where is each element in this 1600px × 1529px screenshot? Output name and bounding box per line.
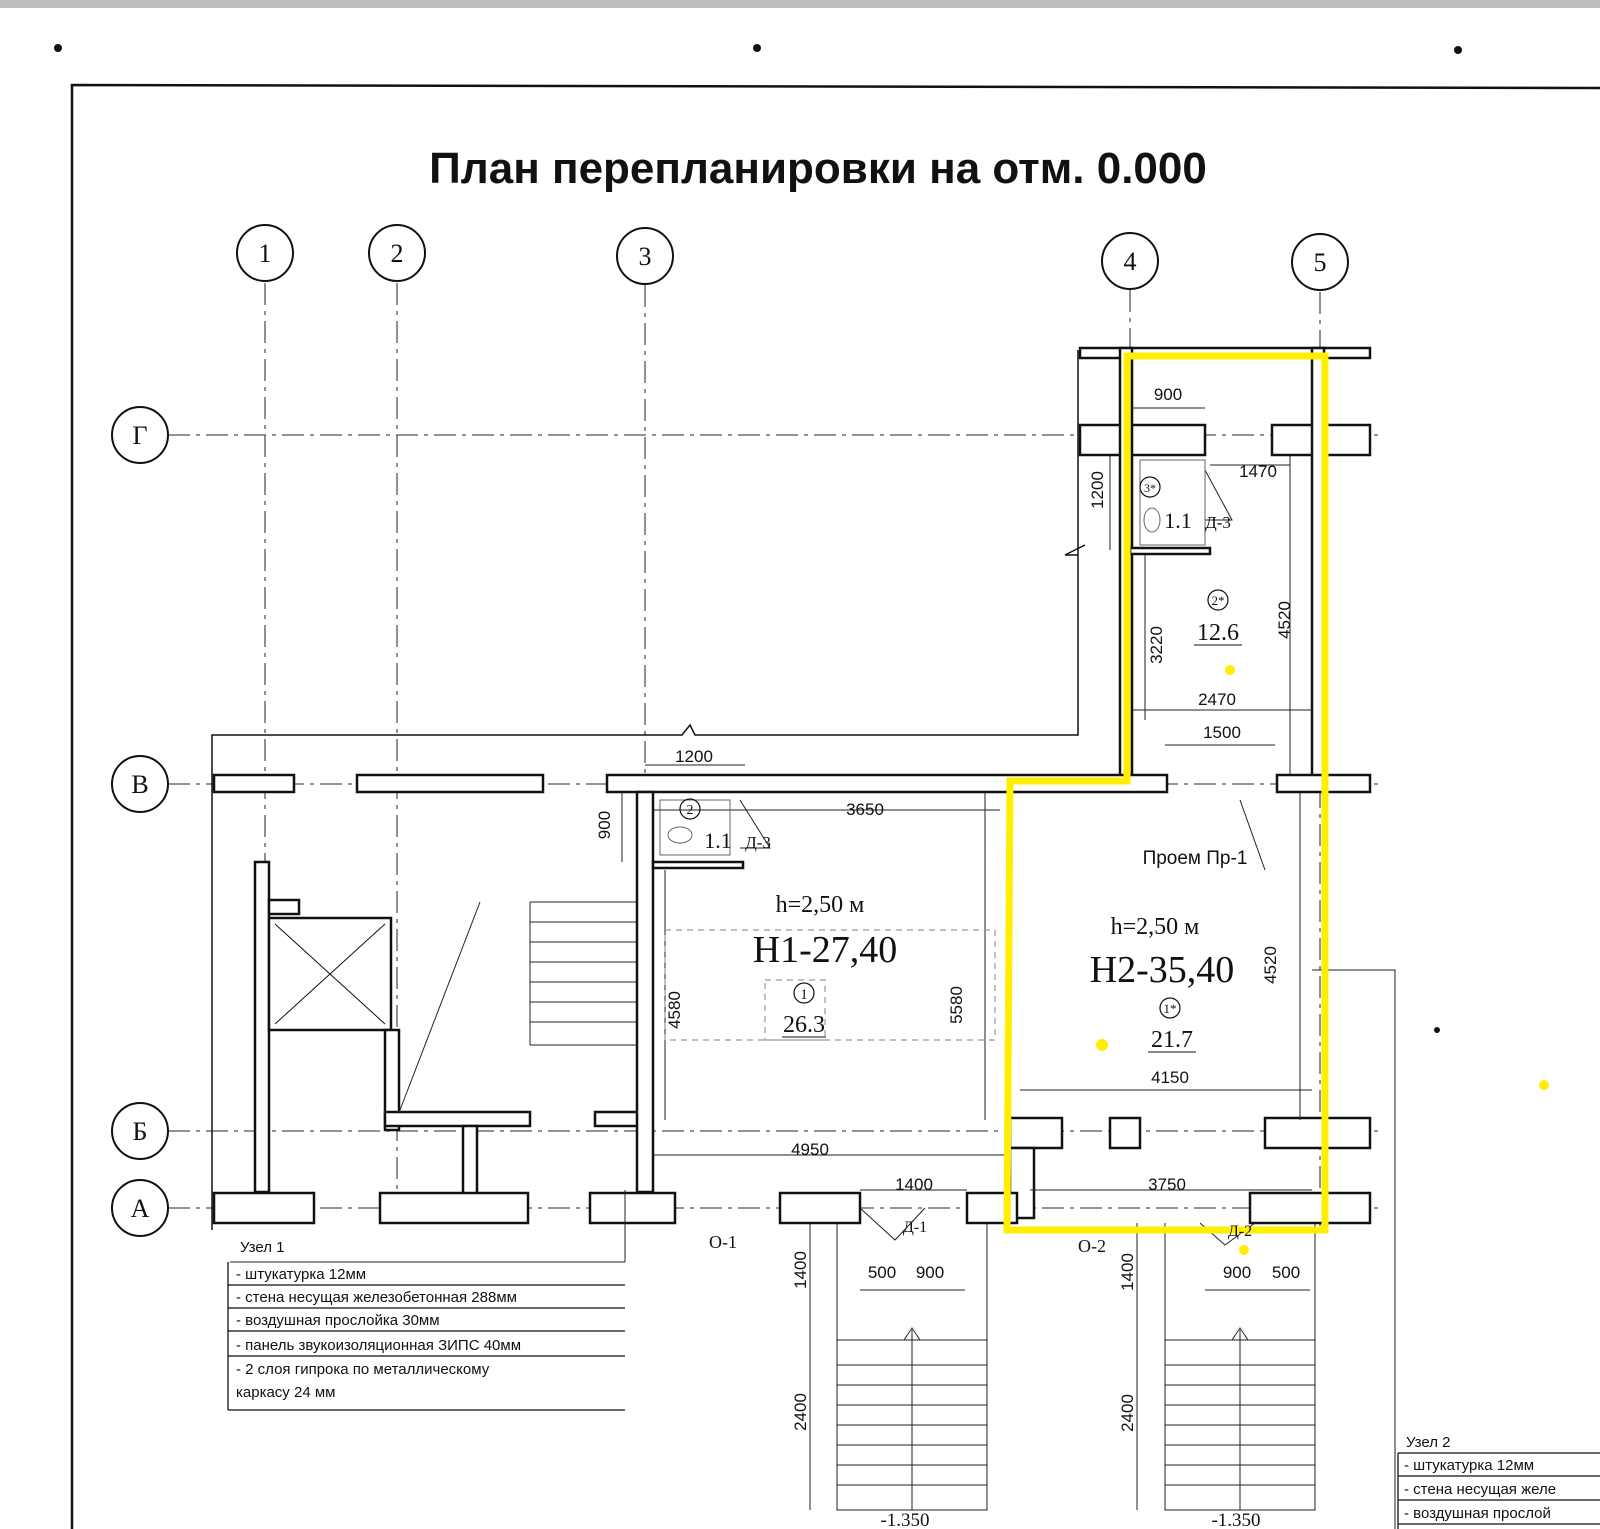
highlight-dot [1239, 1245, 1249, 1255]
axis-bubble-G [112, 407, 168, 463]
axis-bubble-4 [1102, 233, 1158, 289]
node2-row: - стена несущая желе [1404, 1481, 1557, 1498]
svg-text:1200: 1200 [1088, 471, 1107, 509]
svg-text:2: 2 [390, 239, 404, 268]
svg-text:1400: 1400 [1118, 1253, 1137, 1291]
svg-text:2470: 2470 [1198, 690, 1236, 709]
axis-bubble-3 [617, 228, 673, 284]
axis-bubble-1 [237, 225, 293, 281]
svg-text:4520: 4520 [1261, 946, 1280, 984]
walls [214, 348, 1370, 1223]
svg-text:H2-35,40: H2-35,40 [1089, 949, 1235, 991]
svg-text:12.6: 12.6 [1197, 620, 1239, 646]
plan-title: План перепланировки на отм. 0.000 [429, 144, 1207, 193]
svg-text:А: А [130, 1194, 150, 1223]
punch-mark [54, 44, 62, 52]
node1-row: - штукатурка 12мм [236, 1266, 367, 1283]
window-label-o1: О-1 [709, 1232, 737, 1252]
svg-text:1: 1 [258, 239, 272, 268]
dimension-texts [595, 385, 1300, 1432]
svg-text:Д-3: Д-3 [745, 833, 771, 852]
node1-row: каркасу 24 мм [236, 1384, 336, 1401]
highlight-dot [1539, 1080, 1549, 1090]
svg-text:5: 5 [1313, 248, 1327, 277]
svg-text:Б: Б [132, 1117, 148, 1146]
node1-row: - воздушная прослойка 30мм [236, 1312, 440, 1329]
room-2star-label [1194, 590, 1242, 646]
svg-text:1400: 1400 [895, 1175, 933, 1194]
svg-text:4520: 4520 [1275, 601, 1294, 639]
level-mark-1: -1.350 [880, 1510, 930, 1529]
svg-text:3220: 3220 [1147, 626, 1166, 664]
svg-text:4580: 4580 [665, 991, 684, 1029]
node1-table [228, 1239, 625, 1410]
axis-bubble-5 [1292, 234, 1348, 290]
svg-text:500: 500 [867, 1263, 897, 1282]
svg-text:5580: 5580 [947, 986, 966, 1024]
window-label-o2: О-2 [1078, 1236, 1106, 1256]
svg-text:2: 2 [686, 803, 694, 818]
node2-table [1398, 1434, 1600, 1529]
svg-text:1500: 1500 [1203, 723, 1241, 742]
svg-text:Д-3: Д-3 [1205, 513, 1231, 532]
svg-text:2400: 2400 [791, 1393, 810, 1431]
opening-label: Проем Пр-1 [1142, 848, 1248, 869]
svg-text:500: 500 [1271, 1263, 1301, 1282]
svg-text:4150: 4150 [1151, 1068, 1189, 1087]
axis-bubble-2 [369, 225, 425, 281]
svg-text:900: 900 [595, 810, 614, 840]
svg-text:Г: Г [132, 421, 148, 450]
svg-text:1.1: 1.1 [704, 828, 732, 853]
node1-row: - панель звукоизоляционная ЗИПС 40мм [236, 1337, 521, 1354]
scan-edge [0, 0, 1600, 8]
svg-text:1400: 1400 [791, 1251, 810, 1289]
ink-dot [1434, 1027, 1440, 1033]
svg-text:1.1: 1.1 [1164, 508, 1192, 533]
svg-text:h=2,50 м: h=2,50 м [1110, 914, 1200, 940]
svg-text:h=2,50 м: h=2,50 м [775, 892, 865, 918]
axis-bubble-A [112, 1180, 168, 1236]
bathroom-2-label [1140, 477, 1231, 533]
door-label-d1: Д-1 [902, 1219, 928, 1236]
svg-text:1: 1 [800, 987, 808, 1003]
room-h1-label [753, 892, 898, 1038]
node1-row: - стена несущая железобетонная 288мм [236, 1289, 517, 1306]
highlight-dot [1096, 1039, 1108, 1051]
axis-bubble-V [112, 756, 168, 812]
svg-text:1200: 1200 [675, 747, 713, 766]
stair-left [400, 902, 637, 1110]
svg-text:26.3: 26.3 [783, 1012, 825, 1038]
svg-text:900: 900 [1153, 385, 1183, 404]
bathroom-1-label [680, 799, 771, 853]
svg-text:2*: 2* [1211, 593, 1225, 608]
room-h2-label [1090, 914, 1235, 1053]
svg-text:4950: 4950 [791, 1140, 829, 1159]
svg-text:1470: 1470 [1239, 462, 1277, 481]
svg-text:H1-27,40: H1-27,40 [752, 929, 898, 971]
axis-bubble-B [112, 1103, 168, 1159]
svg-text:3: 3 [638, 242, 652, 271]
node2-title: Узел 2 [1406, 1434, 1451, 1451]
level-mark-2: -1.350 [1211, 1510, 1261, 1529]
node2-row: - воздушная прослой [1404, 1505, 1551, 1522]
node1-row: - 2 слоя гипрока по металлическому [236, 1361, 490, 1378]
svg-text:21.7: 21.7 [1151, 1027, 1193, 1053]
svg-text:В: В [131, 770, 149, 799]
svg-text:2400: 2400 [1118, 1394, 1137, 1432]
stair-bottom-1 [837, 1223, 987, 1510]
node2-row: - штукатурка 12мм [1404, 1457, 1535, 1474]
svg-text:3650: 3650 [846, 800, 884, 819]
punch-mark [753, 44, 761, 52]
svg-text:3*: 3* [1144, 481, 1156, 495]
node1-title: Узел 1 [240, 1239, 285, 1256]
svg-text:900: 900 [1222, 1263, 1252, 1282]
svg-text:3750: 3750 [1148, 1175, 1186, 1194]
svg-text:4: 4 [1123, 247, 1137, 276]
door-label-d2: Д-2 [1227, 1223, 1253, 1240]
svg-text:900: 900 [915, 1263, 945, 1282]
svg-text:1*: 1* [1163, 1001, 1177, 1016]
highlight-dot [1225, 665, 1235, 675]
punch-mark [1454, 46, 1462, 54]
